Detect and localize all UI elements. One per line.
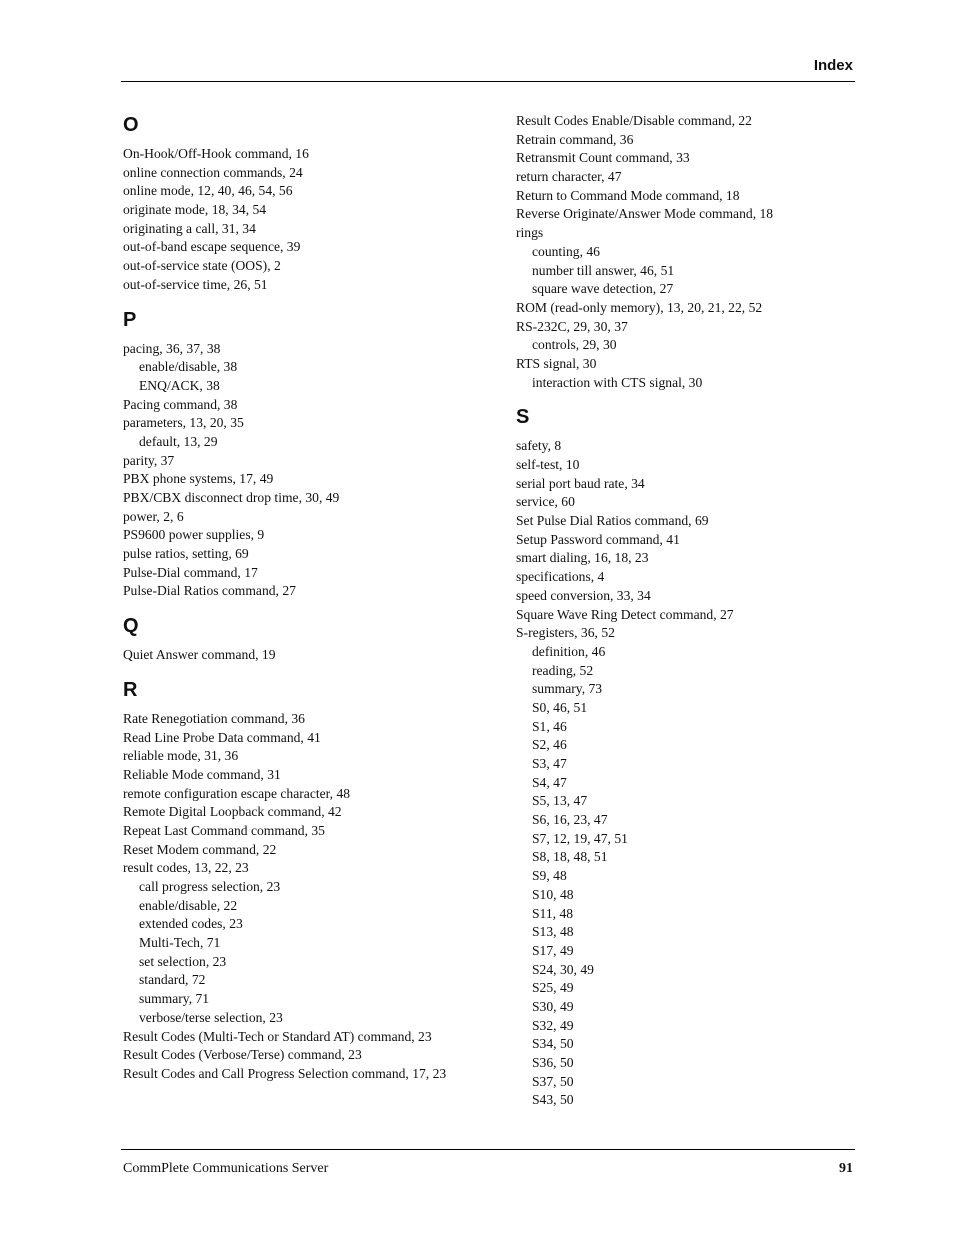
index-subentry: enable/disable, 38: [139, 359, 238, 375]
index-subentry: S7, 12, 19, 47, 51: [532, 830, 628, 846]
index-entry: PBX phone systems, 17, 49: [123, 471, 274, 487]
index-subentry: S34, 50: [532, 1036, 574, 1052]
index-entry: Retrain command, 36: [516, 131, 634, 147]
index-subentry: S3, 47: [532, 756, 567, 771]
index-entry: speed conversion, 33, 34: [516, 587, 651, 603]
index-entry: parameters, 13, 20, 35: [123, 415, 244, 431]
index-subentry: S5, 13, 47: [532, 793, 588, 809]
index-entry: RS-232C, 29, 30, 37: [516, 318, 628, 334]
index-entry: result codes, 13, 22, 23: [123, 860, 249, 876]
index-subentry: S30, 49: [532, 998, 574, 1014]
index-subentry: reading, 52: [532, 662, 594, 678]
index-entry: Result Codes Enable/Disable command, 22: [516, 113, 752, 128]
index-entry: Quiet Answer command, 19: [123, 647, 276, 663]
index-subentry: S13, 48: [532, 924, 574, 940]
index-subentry: number till answer, 46, 51: [532, 262, 675, 278]
index-entry: Rate Renegotiation command, 36: [123, 710, 305, 726]
index-entry: Result Codes and Call Progress Selection command, 17, 23: [123, 1065, 447, 1081]
index-entry: originate mode, 18, 34, 54: [123, 202, 267, 218]
index-subentry: S17, 49: [532, 942, 574, 958]
index-entry: out-of-service state (OOS), 2: [123, 258, 281, 274]
index-subentry: summary, 73: [532, 681, 603, 697]
section-title: Index: [813, 57, 853, 74]
index-entry: online connection commands, 24: [123, 164, 303, 180]
index-entry: safety, 8: [516, 438, 562, 454]
section-gap: [123, 295, 493, 307]
index-letter-heading: Q: [123, 615, 139, 638]
index-entry: power, 2, 6: [123, 508, 184, 524]
section-gap: [123, 665, 493, 677]
index-entry: Pacing command, 38: [123, 396, 238, 412]
index-subentry: S0, 46, 51: [532, 699, 588, 715]
index-entry: pulse ratios, setting, 69: [123, 546, 249, 562]
index-entry: Reset Modem command, 22: [123, 841, 277, 857]
index-entry: PS9600 power supplies, 9: [123, 527, 265, 543]
index-subentry: Multi-Tech, 71: [139, 935, 221, 951]
index-entry: out-of-service time, 26, 51: [123, 276, 268, 292]
index-subentry: S10, 48: [532, 886, 574, 902]
index-subentry: ENQ/ACK, 38: [139, 377, 220, 393]
index-entry: S-registers, 36, 52: [516, 625, 615, 641]
index-subentry: S32, 49: [532, 1017, 574, 1033]
index-entry: Result Codes (Verbose/Terse) command, 23: [123, 1047, 362, 1063]
index-entry: Return to Command Mode command, 18: [516, 187, 740, 203]
index-subentry: call progress selection, 23: [139, 879, 281, 894]
index-subentry: enable/disable, 22: [139, 897, 238, 913]
index-entry: remote configuration escape character, 48: [123, 785, 351, 801]
index-entry: On-Hook/Off-Hook command, 16: [123, 146, 309, 161]
index-subentry: S11, 48: [532, 905, 574, 921]
index-entry: serial port baud rate, 34: [516, 475, 645, 491]
index-subentry: standard, 72: [139, 972, 206, 988]
index-subentry: S8, 18, 48, 51: [532, 849, 608, 865]
section-gap: [123, 601, 493, 613]
index-subentry: S1, 46: [532, 718, 567, 734]
index-entry: Remote Digital Loopback command, 42: [123, 804, 342, 820]
index-subentry: set selection, 23: [139, 953, 227, 969]
index-subentry: S25, 49: [532, 980, 574, 996]
index-subentry: summary, 71: [139, 991, 210, 1007]
header-rule: [121, 81, 855, 82]
index-entry: Retransmit Count command, 33: [516, 150, 690, 166]
index-entry: Reliable Mode command, 31: [123, 766, 281, 782]
index-subentry: square wave detection, 27: [532, 281, 674, 297]
index-entry: self-test, 10: [516, 457, 580, 472]
index-subentry: S2, 46: [532, 737, 567, 753]
index-entry: rings: [516, 225, 544, 241]
index-letter-heading: S: [516, 406, 530, 429]
footer-rule: [121, 1149, 855, 1150]
index-subentry: counting, 46: [532, 243, 600, 259]
index-subentry: controls, 29, 30: [532, 337, 617, 353]
index-subentry: S37, 50: [532, 1073, 574, 1089]
index-entry: Result Codes (Multi-Tech or Standard AT) command, 23: [123, 1028, 432, 1044]
index-entry: Reverse Originate/Answer Mode command, 18: [516, 206, 774, 222]
index-entry: originating a call, 31, 34: [123, 220, 256, 236]
index-entry: return character, 47: [516, 169, 622, 185]
index-entry: parity, 37: [123, 452, 175, 468]
index-letter-heading: R: [123, 678, 138, 701]
index-entry: pacing, 36, 37, 38: [123, 340, 221, 356]
index-subentry: S9, 48: [532, 868, 567, 884]
index-entry: ROM (read-only memory), 13, 20, 21, 22, 52: [516, 299, 763, 315]
index-entry: Repeat Last Command command, 35: [123, 822, 325, 838]
index-subentry: S24, 30, 49: [532, 961, 594, 977]
index-entry: online mode, 12, 40, 46, 54, 56: [123, 183, 293, 199]
index-entry: Set Pulse Dial Ratios command, 69: [516, 513, 709, 529]
index-entry: Read Line Probe Data command, 41: [123, 729, 321, 745]
index-subentry: definition, 46: [532, 643, 606, 659]
index-entry: specifications, 4: [516, 569, 605, 585]
index-entry: PBX/CBX disconnect drop time, 30, 49: [123, 490, 340, 505]
index-subentry: S36, 50: [532, 1055, 574, 1070]
index-entry: smart dialing, 16, 18, 23: [516, 550, 649, 566]
index-subentry: S6, 16, 23, 47: [532, 812, 608, 828]
section-gap: [516, 392, 856, 404]
index-subentry: S43, 50: [532, 1092, 574, 1108]
page-number: 91: [839, 1161, 853, 1176]
footer-product-name: CommPlete Communications Server: [123, 1161, 329, 1176]
index-subentry: extended codes, 23: [139, 916, 243, 932]
index-entry: service, 60: [516, 494, 575, 510]
index-entry: reliable mode, 31, 36: [123, 748, 239, 764]
index-entry: Pulse-Dial Ratios command, 27: [123, 583, 296, 599]
index-entry: Square Wave Ring Detect command, 27: [516, 606, 734, 622]
index-column-left: [123, 112, 493, 1084]
index-subentry: interaction with CTS signal, 30: [532, 374, 703, 390]
index-entry: Setup Password command, 41: [516, 531, 680, 547]
index-entry: RTS signal, 30: [516, 355, 597, 371]
index-entry: Pulse-Dial command, 17: [123, 564, 258, 580]
index-column-right: [516, 112, 856, 1110]
index-letter-heading: O: [123, 114, 139, 136]
index-entry: out-of-band escape sequence, 39: [123, 239, 301, 255]
index-letter-heading: P: [123, 308, 137, 331]
index-subentry: S4, 47: [532, 774, 567, 790]
index-subentry: default, 13, 29: [139, 433, 218, 449]
index-subentry: verbose/terse selection, 23: [139, 1009, 283, 1025]
